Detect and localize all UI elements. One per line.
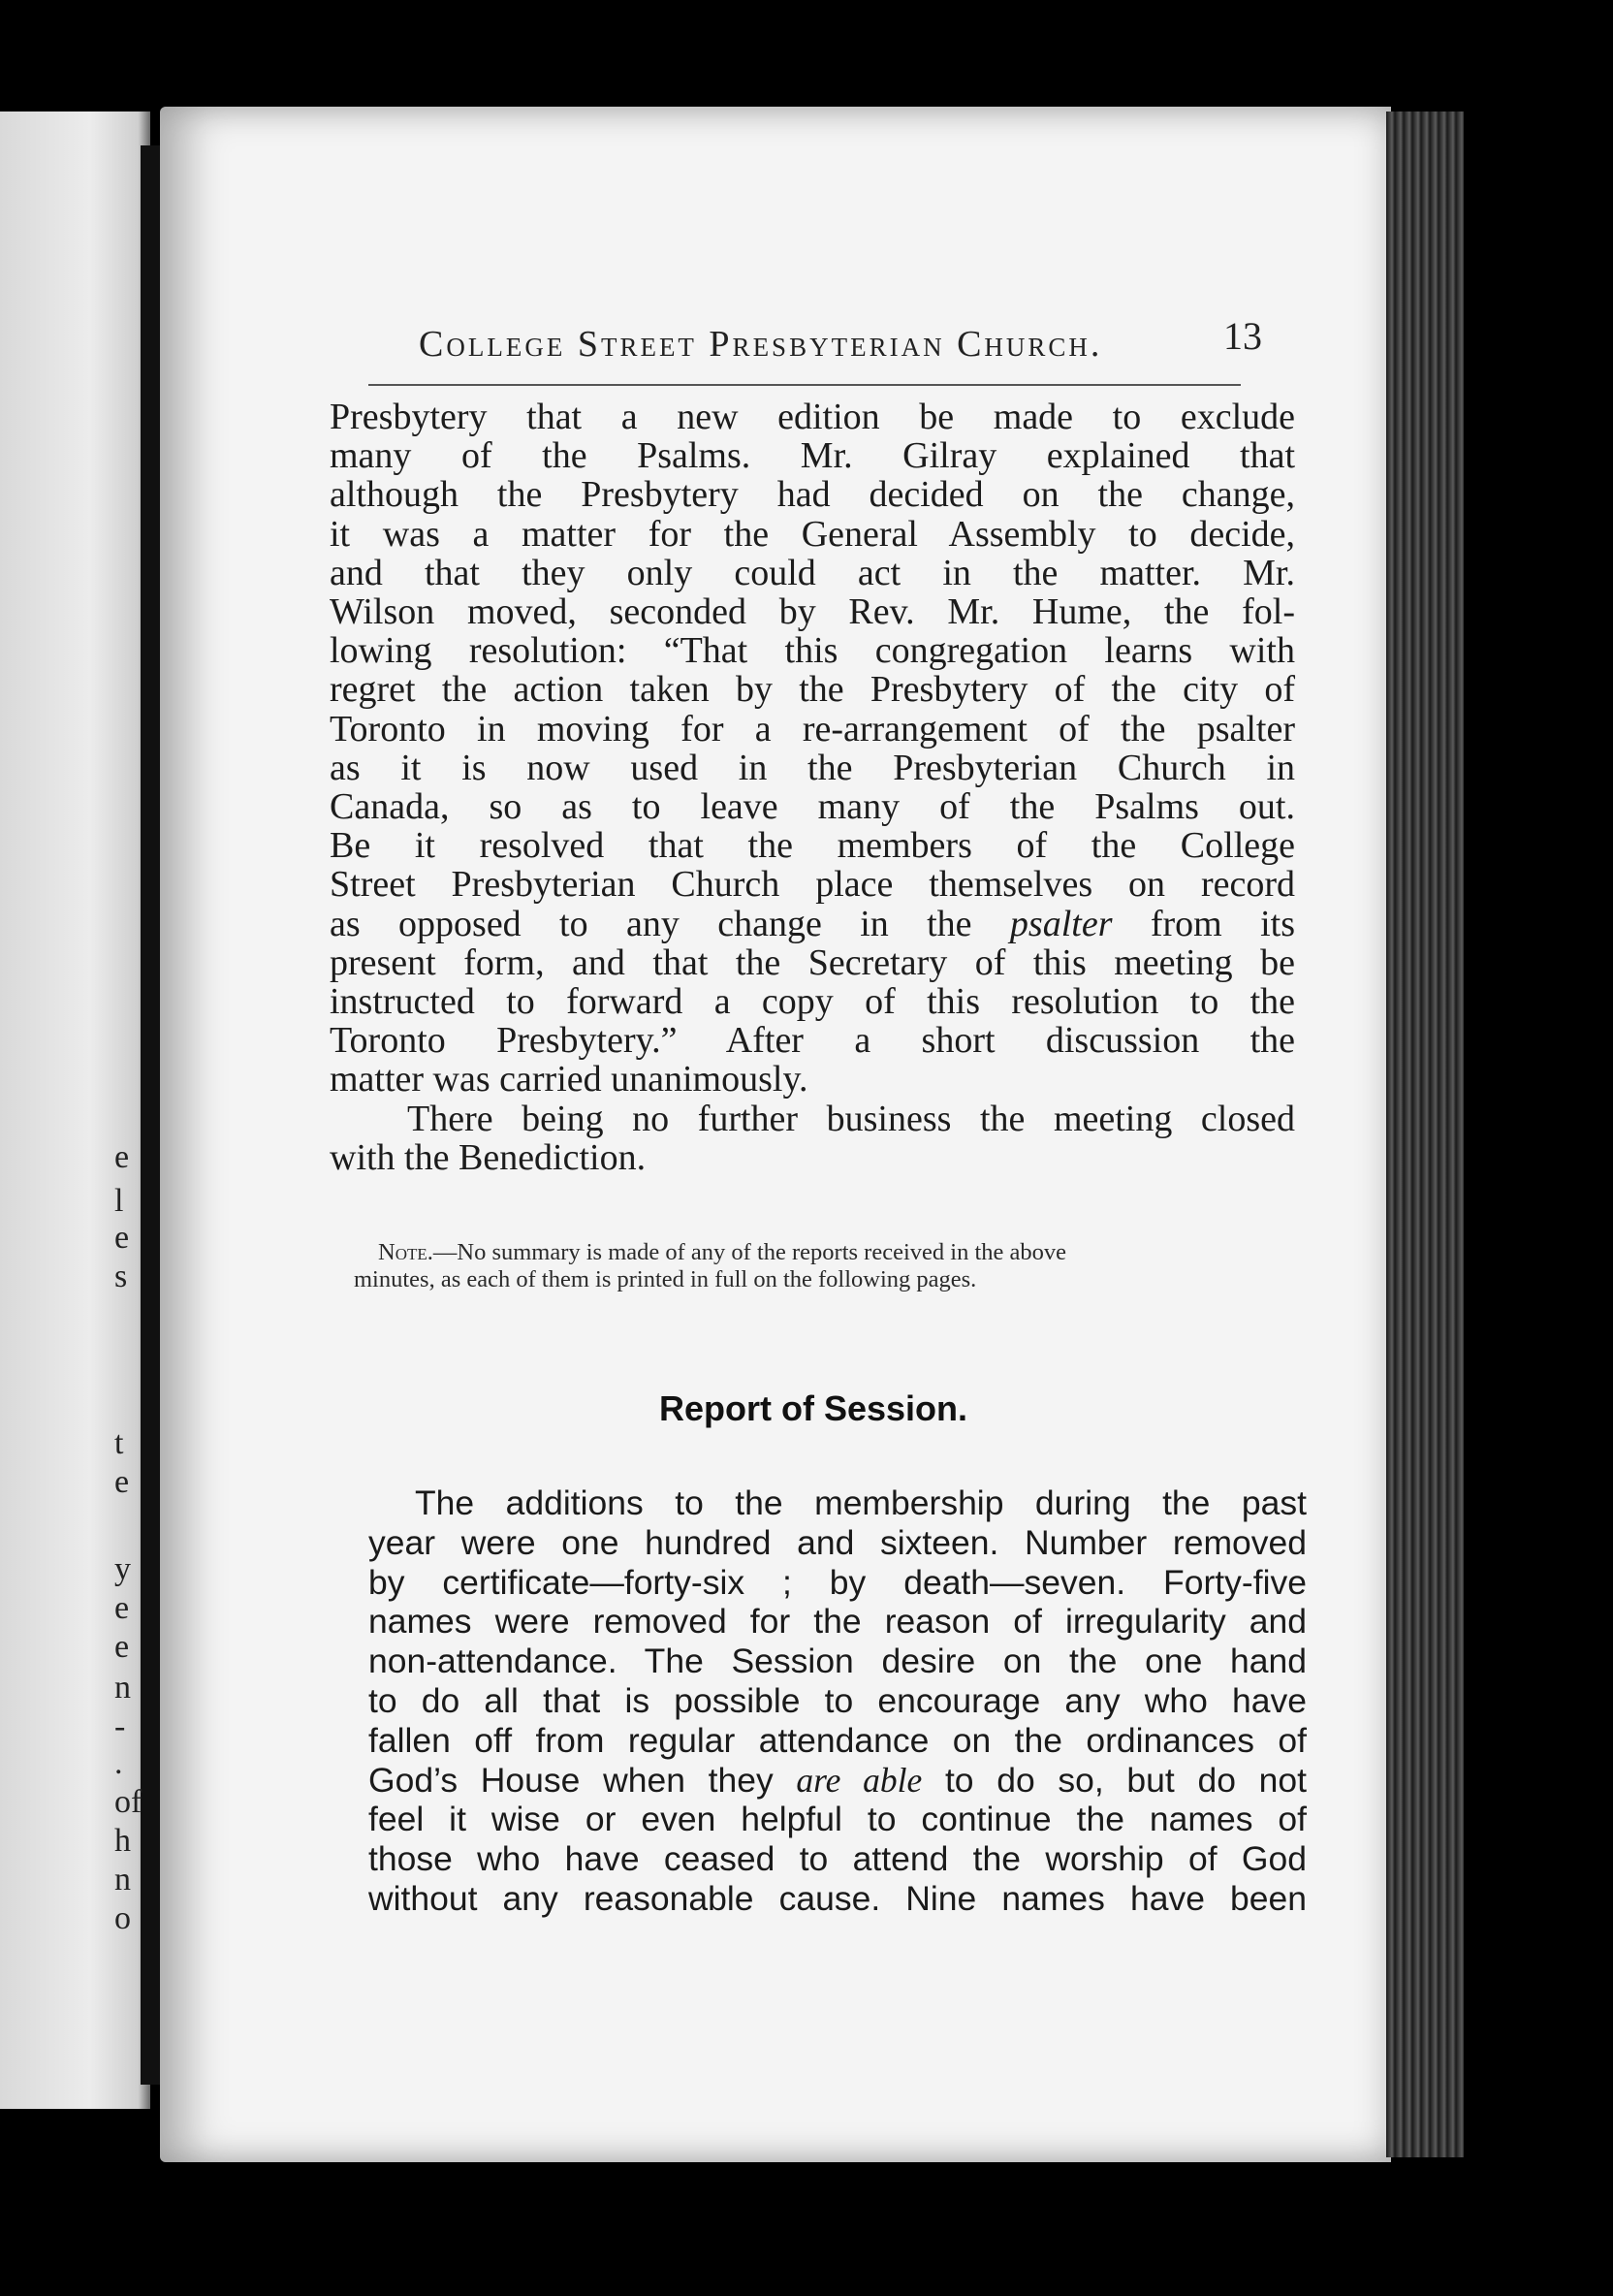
text-line: Toronto Presbytery.” After a short discussion the — [330, 1020, 1295, 1062]
text-line: The additions to the membership during the past — [415, 1483, 1307, 1522]
note-lead: Note. — [378, 1239, 433, 1265]
text-line: There being no further business the meeting closed — [407, 1098, 1295, 1139]
left-fragment: of — [114, 1784, 142, 1820]
text-line: names were removed for the reason of irregularity and — [368, 1602, 1307, 1642]
left-fragment: . — [114, 1745, 123, 1781]
note-line — [354, 1239, 1294, 1266]
left-fragment: e — [114, 1464, 130, 1500]
text-line: regret the action taken by the Presbytery of the city of — [330, 669, 1295, 711]
text-line-psalter — [330, 905, 1295, 943]
left-fragment: - — [114, 1708, 126, 1744]
page-number: 13 — [1223, 314, 1262, 358]
note-text: —No summary is made of any of the reports received in the above — [432, 1239, 1067, 1265]
section-title: Report of Session. — [659, 1388, 968, 1428]
text-line: although the Presbytery had decided on the change, — [330, 474, 1295, 516]
text-line: it was a matter for the General Assembly to decide, — [330, 513, 1295, 555]
header-rule — [368, 384, 1241, 386]
text-line: lowing resolution: “That this congregation learns with — [330, 630, 1295, 672]
text-line: as it is now used in the Presbyterian Church in — [330, 747, 1295, 788]
left-fragment: y — [114, 1551, 131, 1587]
left-fragment: n — [114, 1862, 131, 1897]
text-line: with the Benediction. — [330, 1136, 647, 1178]
text-fragment: God’s House when they — [368, 1760, 774, 1800]
footnote — [354, 1239, 1294, 1293]
text-line: Wilson moved, seconded by Rev. Mr. Hume, the fol- — [330, 591, 1295, 633]
are-able-italic: are able — [796, 1760, 923, 1800]
left-fragment: e — [114, 1220, 130, 1256]
left-fragment: t — [114, 1425, 124, 1461]
left-fragment: e — [114, 1629, 130, 1665]
text-fragment: as opposed to any change in the — [330, 903, 972, 944]
text-fragment: to do so, but do not — [944, 1760, 1307, 1800]
text-line: and that they only could act in the matter. Mr. — [330, 552, 1295, 593]
page-edges — [1386, 112, 1464, 2157]
text-line: to do all that is possible to encourage any who have — [368, 1680, 1307, 1720]
text-line: many of the Psalms. Mr. Gilray explained that — [330, 435, 1295, 477]
text-line: instructed to forward a copy of this resolution to the — [330, 981, 1295, 1023]
text-line: Canada, so as to leave many of the Psalms out. — [330, 786, 1295, 828]
left-fragment: o — [114, 1900, 131, 1936]
text-line: present form, and that the Secretary of this meeting be — [330, 941, 1295, 983]
text-line: Street Presbyterian Church place themselves on record — [330, 864, 1295, 906]
psalter-italic: psalter — [1009, 903, 1113, 944]
left-fragment: e — [114, 1590, 130, 1626]
left-fragment: l — [114, 1183, 124, 1219]
left-fragment: s — [114, 1259, 128, 1294]
text-line: Toronto in moving for a re-arrangement of the psalter — [330, 708, 1295, 749]
text-line: by certificate—forty-six ; by death—seven. Forty-five — [368, 1562, 1307, 1602]
minutes-text — [330, 398, 1295, 1177]
text-line: those who have ceased to attend the worship of God — [368, 1839, 1307, 1879]
text-line: non-attendance. The Session desire on the one hand — [368, 1642, 1307, 1681]
text-fragment: from its — [1150, 903, 1296, 944]
text-line: feel it wise or even helpful to continue the names of — [368, 1800, 1307, 1839]
book-gutter — [141, 145, 162, 2085]
left-fragment: e — [114, 1139, 130, 1175]
report-text — [368, 1483, 1307, 1919]
text-line: Be it resolved that the members of the College — [330, 825, 1295, 867]
text-line: without any reasonable cause. Nine names have been — [368, 1878, 1307, 1918]
left-fragment: n — [114, 1670, 131, 1706]
text-line: fallen off from regular attendance on the ordinances of — [368, 1720, 1307, 1760]
text-line: Presbytery that a new edition be made to exclude — [330, 397, 1295, 437]
left-fragment: h — [114, 1823, 131, 1859]
text-line: year were one hundred and sixteen. Number removed — [368, 1522, 1307, 1562]
text-line-are-able — [368, 1761, 1307, 1801]
text-line: matter was carried unanimously. — [330, 1059, 808, 1100]
running-head: College Street Presbyterian Church. — [419, 324, 1103, 365]
note-line: minutes, as each of them is printed in full on the following pages. — [354, 1266, 977, 1292]
